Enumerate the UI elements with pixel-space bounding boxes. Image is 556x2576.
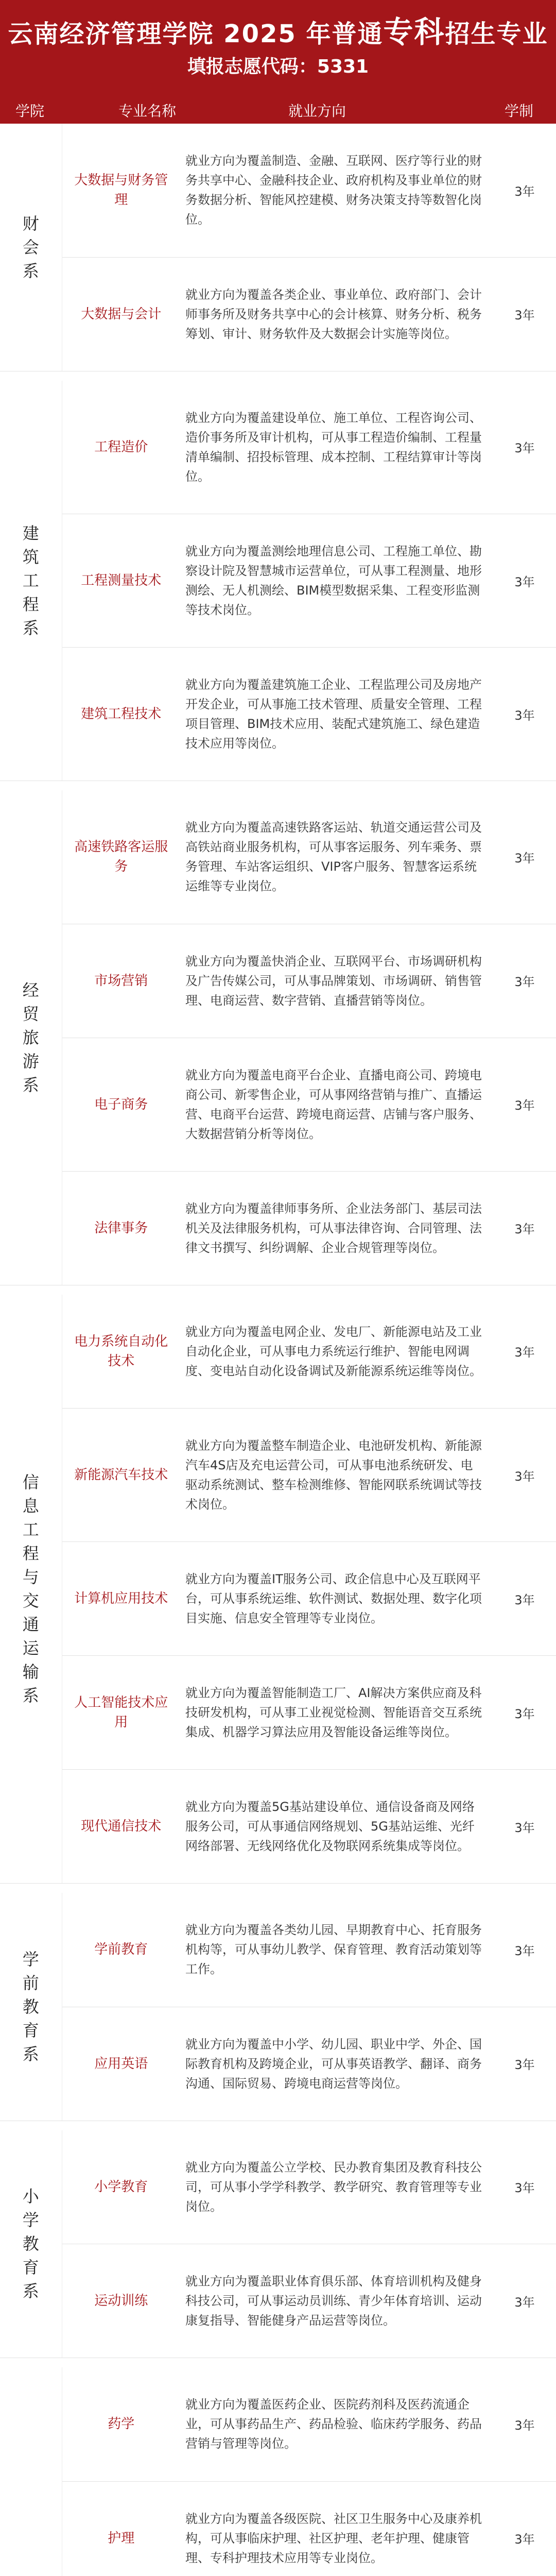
major-duration: 3年 bbox=[493, 2007, 556, 2121]
major-duration: 3年 bbox=[493, 2481, 556, 2576]
title-pre: 云南经济管理学院 2025 年普通 bbox=[8, 20, 384, 48]
major-duration: 3年 bbox=[493, 1893, 556, 2007]
section-gap bbox=[0, 1884, 556, 1893]
major-duration: 3年 bbox=[493, 1656, 556, 1770]
col-dept-header: 学院 bbox=[15, 103, 45, 120]
title-highlight: 专科 bbox=[383, 14, 445, 49]
major-name: 大数据与财务管理 bbox=[62, 124, 180, 257]
table-row bbox=[0, 381, 556, 514]
major-career: 就业方向为覆盖中小学、幼儿园、职业中学、外企、国际教育机构及跨境企业，可从事英语教学、翻译、商务沟通、国际贸易、跨境电商运营等岗位。 bbox=[180, 2007, 493, 2121]
major-duration: 3年 bbox=[493, 2244, 556, 2358]
major-career: 就业方向为覆盖职业体育俱乐部、体育培训机构及健身科技公司，可从事运动员训练、青少年体育培训、运动康复指导、智能健身产品运营等岗位。 bbox=[180, 2244, 493, 2358]
major-name: 大数据与会计 bbox=[62, 257, 180, 371]
major-career: 就业方向为覆盖快消企业、互联网平台、市场调研机构及广告传媒公司，可从事品牌策划、市场调研、销售管理、电商运营、数字营销、直播营销等岗位。 bbox=[180, 924, 493, 1038]
table-row bbox=[0, 514, 556, 648]
major-career: 就业方向为覆盖电商平台企业、直播电商公司、跨境电商公司、新零售企业，可从事网络营销与推广、直播运营、电商平台运营、跨境电商运营、店铺与客户服务、大数据营销分析等岗位。 bbox=[180, 1038, 493, 1171]
section-gap bbox=[0, 2121, 556, 2130]
table-row bbox=[0, 1770, 556, 1884]
table-row bbox=[0, 1409, 556, 1542]
dept-name bbox=[0, 2367, 62, 2576]
major-duration: 3年 bbox=[493, 1409, 556, 1542]
page-header bbox=[0, 0, 556, 96]
section-gap bbox=[0, 371, 556, 381]
title-post: 招生专业 bbox=[445, 20, 548, 48]
table-row bbox=[0, 1038, 556, 1171]
table-row bbox=[0, 648, 556, 781]
table-row bbox=[0, 1656, 556, 1770]
table-row bbox=[0, 2007, 556, 2121]
major-name: 新能源汽车技术 bbox=[62, 1409, 180, 1542]
major-duration: 3年 bbox=[493, 514, 556, 648]
major-name: 护理 bbox=[62, 2481, 180, 2576]
major-duration: 3年 bbox=[493, 2367, 556, 2481]
table-row bbox=[0, 1542, 556, 1656]
table-row bbox=[0, 124, 556, 257]
major-name: 电子商务 bbox=[62, 1038, 180, 1171]
major-name: 学前教育 bbox=[62, 1893, 180, 2007]
major-name: 人工智能技术应用 bbox=[62, 1656, 180, 1770]
major-name: 小学教育 bbox=[62, 2130, 180, 2244]
major-duration: 3年 bbox=[493, 1038, 556, 1171]
major-name: 药学 bbox=[62, 2367, 180, 2481]
major-duration: 3年 bbox=[493, 1295, 556, 1409]
major-name: 应用英语 bbox=[62, 2007, 180, 2121]
section-gap bbox=[0, 2358, 556, 2368]
col-major-header: 专业名称 bbox=[118, 103, 177, 120]
major-career: 就业方向为覆盖整车制造企业、电池研发机构、新能源汽车4S店及充电运营公司，可从事电池系统研发、电驱动系统测试、整车检测维修、智能网联系统调试等技术岗位。 bbox=[180, 1409, 493, 1542]
major-career: 就业方向为覆盖律师事务所、企业法务部门、基层司法机关及法律服务机构，可从事法律咨询、合同管理、法律文书撰写、纠纷调解、企业合规管理等岗位。 bbox=[180, 1171, 493, 1285]
major-career: 就业方向为覆盖电网企业、发电厂、新能源电站及工业自动化企业，可从事电力系统运行维护、智能电网调度、变电站自动化设备调试及新能源系统运维等岗位。 bbox=[180, 1295, 493, 1409]
major-career: 就业方向为覆盖智能制造工厂、AI解决方案供应商及科技研发机构，可从事工业视觉检测、智能语音交互系统集成、机器学习算法应用及智能设备运维等岗位。 bbox=[180, 1656, 493, 1770]
enrollment-code: 填报志愿代码：5331 bbox=[187, 56, 369, 77]
majors-table-body bbox=[0, 124, 556, 2576]
table-row bbox=[0, 790, 556, 924]
section-gap bbox=[0, 1285, 556, 1295]
table-row bbox=[0, 2367, 556, 2481]
table-row bbox=[0, 257, 556, 371]
table-row bbox=[0, 1171, 556, 1285]
major-name: 高速铁路客运服务 bbox=[62, 790, 180, 924]
dept-name: 学前教育系 bbox=[0, 1893, 62, 2121]
major-duration: 3年 bbox=[493, 124, 556, 257]
table-row bbox=[0, 2481, 556, 2576]
major-career: 就业方向为覆盖医药企业、医院药剂科及医药流通企业，可从事药品生产、药品检验、临床药学服务、药品营销与管理等岗位。 bbox=[180, 2367, 493, 2481]
major-duration: 3年 bbox=[493, 648, 556, 781]
major-career: 就业方向为覆盖测绘地理信息公司、工程施工单位、勘察设计院及智慧城市运营单位，可从事工程测量、地形测绘、无人机测绘、BIM模型数据采集、工程变形监测等技术岗位。 bbox=[180, 514, 493, 648]
dept-name: 建筑工程系 bbox=[0, 381, 62, 781]
dept-name: 财会系 bbox=[0, 124, 62, 371]
dept-name: 信息工程与交通运输系 bbox=[0, 1295, 62, 1884]
major-career: 就业方向为覆盖5G基站建设单位、通信设备商及网络服务公司，可从事通信网络规划、5G基站运维、光纤网络部署、无线网络优化及物联网系统集成等岗位。 bbox=[180, 1770, 493, 1884]
page-title bbox=[0, 15, 556, 50]
major-name: 工程造价 bbox=[62, 381, 180, 514]
major-career: 就业方向为覆盖各级医院、社区卫生服务中心及康养机构，可从事临床护理、社区护理、老年护理、健康管理、专科护理技术应用等专业岗位。 bbox=[180, 2481, 493, 2576]
major-duration: 3年 bbox=[493, 790, 556, 924]
major-name: 现代通信技术 bbox=[62, 1770, 180, 1884]
major-name: 建筑工程技术 bbox=[62, 648, 180, 781]
major-duration: 3年 bbox=[493, 1770, 556, 1884]
col-desc-header: 就业方向 bbox=[288, 103, 346, 120]
table-row bbox=[0, 2244, 556, 2358]
table-row bbox=[0, 2130, 556, 2244]
table-header bbox=[0, 96, 556, 124]
major-name: 电力系统自动化技术 bbox=[62, 1295, 180, 1409]
major-name: 法律事务 bbox=[62, 1171, 180, 1285]
major-duration: 3年 bbox=[493, 1171, 556, 1285]
section-gap bbox=[0, 781, 556, 791]
table-row bbox=[0, 924, 556, 1038]
table-row bbox=[0, 1893, 556, 2007]
major-duration: 3年 bbox=[493, 257, 556, 371]
col-len-header: 学制 bbox=[505, 103, 534, 120]
dept-name: 小学教育系 bbox=[0, 2130, 62, 2358]
majors-table bbox=[0, 124, 556, 2576]
major-career: 就业方向为覆盖公立学校、民办教育集团及教育科技公司，可从事小学学科教学、教学研究、教育管理等专业岗位。 bbox=[180, 2130, 493, 2244]
table-row bbox=[0, 1295, 556, 1409]
major-career: 就业方向为覆盖建筑施工企业、工程监理公司及房地产开发企业，可从事施工技术管理、质量安全管理、工程项目管理、BIM技术应用、装配式建筑施工、绿色建造技术应用等岗位。 bbox=[180, 648, 493, 781]
major-name: 运动训练 bbox=[62, 2244, 180, 2358]
major-career: 就业方向为覆盖制造、金融、互联网、医疗等行业的财务共享中心、金融科技企业、政府机构及事业单位的财务数据分析、智能风控建模、财务决策支持等数智化岗位。 bbox=[180, 124, 493, 257]
major-name: 工程测量技术 bbox=[62, 514, 180, 648]
major-duration: 3年 bbox=[493, 2130, 556, 2244]
major-career: 就业方向为覆盖高速铁路客运站、轨道交通运营公司及高铁站商业服务机构，可从事客运服务、列车乘务、票务管理、车站客运组织、VIP客户服务、智慧客运系统运维等专业岗位。 bbox=[180, 790, 493, 924]
major-name: 市场营销 bbox=[62, 924, 180, 1038]
major-career: 就业方向为覆盖各类企业、事业单位、政府部门、会计师事务所及财务共享中心的会计核算、财务分析、税务筹划、审计、财务软件及大数据会计实施等岗位。 bbox=[180, 257, 493, 371]
major-duration: 3年 bbox=[493, 1542, 556, 1656]
major-duration: 3年 bbox=[493, 381, 556, 514]
major-career: 就业方向为覆盖建设单位、施工单位、工程咨询公司、造价事务所及审计机构，可从事工程造价编制、工程量清单编制、招投标管理、成本控制、工程结算审计等岗位。 bbox=[180, 381, 493, 514]
dept-name: 经贸旅游系 bbox=[0, 790, 62, 1285]
major-career: 就业方向为覆盖各类幼儿园、早期教育中心、托育服务机构等，可从事幼儿教学、保育管理、教育活动策划等工作。 bbox=[180, 1893, 493, 2007]
major-duration: 3年 bbox=[493, 924, 556, 1038]
major-career: 就业方向为覆盖IT服务公司、政企信息中心及互联网平台，可从事系统运维、软件测试、数据处理、数字化项目实施、信息安全管理等专业岗位。 bbox=[180, 1542, 493, 1656]
major-name: 计算机应用技术 bbox=[62, 1542, 180, 1656]
